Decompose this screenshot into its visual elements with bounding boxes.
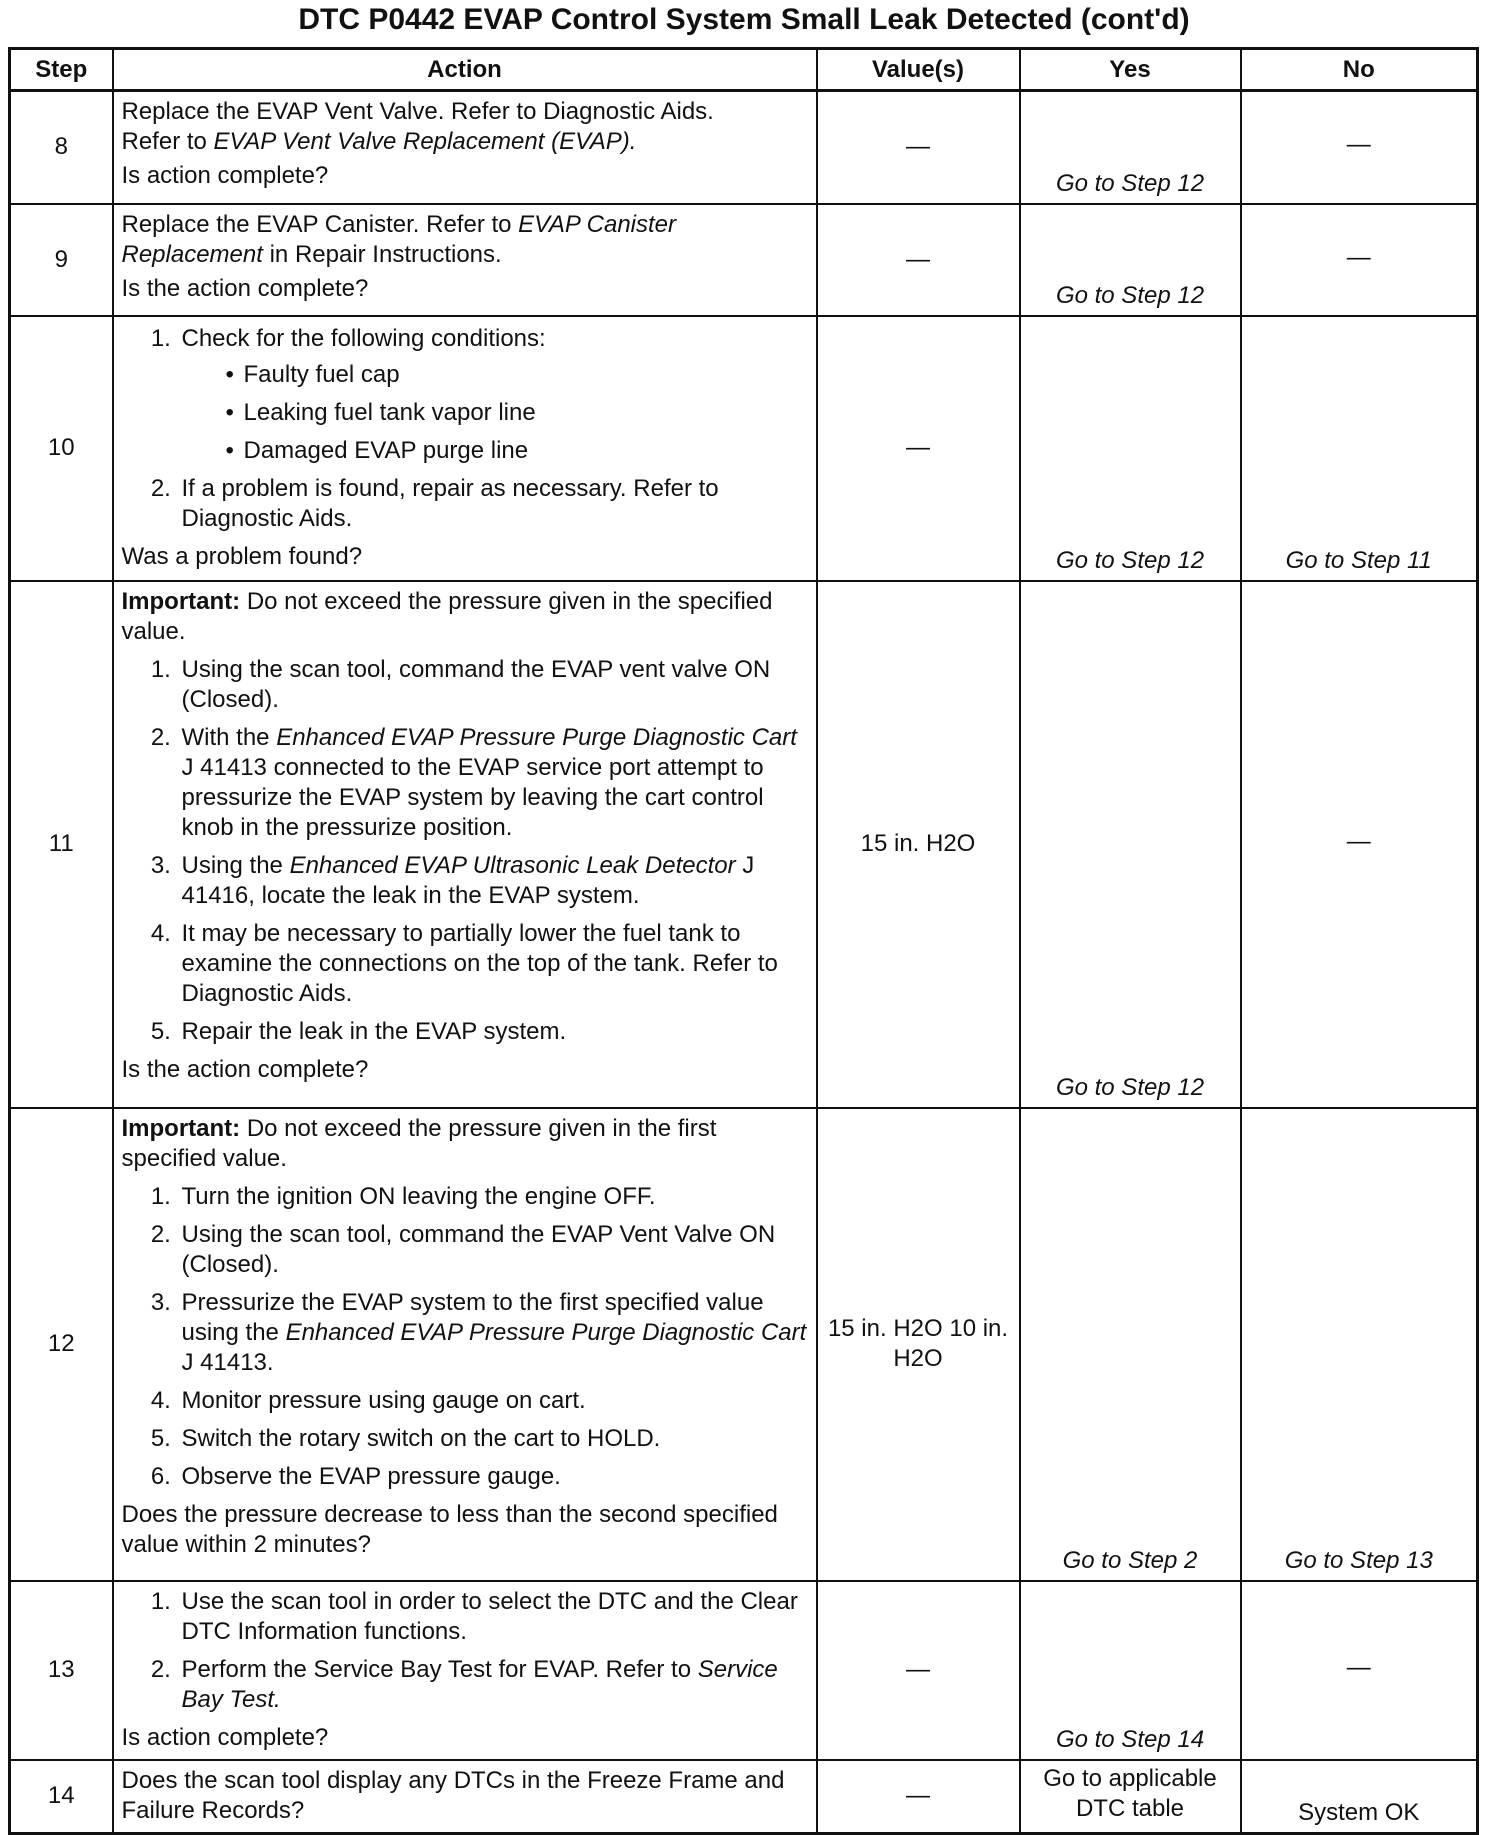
action-text: Replace the EVAP Vent Valve. Refer to Diagnostic Aids.	[121, 98, 714, 125]
reference-link-text: Service Bay Test.	[181, 1655, 778, 1713]
value-cell: —	[817, 204, 1020, 316]
diagnostic-table	[8, 47, 1479, 1835]
value-first: 15 in. H2O	[827, 1315, 943, 1342]
table-row-step-8	[10, 91, 1478, 204]
important-note: Important: Do not exceed the pressure given in the specified value.	[121, 587, 773, 645]
list-item: 4. Monitor pressure using gauge on cart.	[178, 1386, 808, 1416]
list-item: 5. Repair the leak in the EVAP system.	[178, 1017, 808, 1047]
action-question: Is the action complete?	[121, 274, 369, 302]
yes-cell: Go to Step 12	[1020, 581, 1241, 1108]
list-item: 2. Perform the Service Bay Test for EVAP. Refer to Service Bay Test.	[178, 1655, 808, 1715]
value-cell: —	[817, 91, 1020, 204]
important-note: Important: Do not exceed the pressure given in the first specified value.	[121, 1114, 717, 1172]
value-cell: —	[817, 1581, 1020, 1760]
bullet-item: • Damaged EVAP purge line	[225, 436, 529, 464]
value-second: 10 in. H2O	[893, 1315, 1009, 1372]
reference-link-text: Enhanced EVAP Pressure Purge Diagnostic Cart	[285, 1318, 807, 1346]
step-number: 14	[10, 1760, 113, 1834]
yes-cell: Go to applicable DTC table	[1020, 1760, 1241, 1834]
step-number: 9	[10, 204, 113, 316]
header-action: Action	[113, 49, 817, 91]
yes-cell: Go to Step 12	[1020, 204, 1241, 316]
no-cell: Go to Step 11	[1241, 316, 1478, 581]
list-item: 2. With the Enhanced EVAP Pressure Purge Diagnostic Cart J 41413 connected to the EVAP service port attempt to pressurize the EVAP system by leaving the cart control knob in the pressurize position.	[178, 723, 808, 843]
list-item: 4. It may be necessary to partially lower the fuel tank to examine the connections on the top of the tank. Refer to Diagnostic Aids.	[178, 919, 808, 1009]
action-question: Is the action complete?	[121, 1055, 369, 1083]
numbered-list	[122, 1587, 808, 1715]
value-cell: 15 in. H2O	[817, 581, 1020, 1108]
action-question: Was a problem found?	[121, 542, 363, 570]
action-question: Is action complete?	[121, 1723, 329, 1751]
step-number: 12	[10, 1108, 113, 1581]
action-cell	[113, 1108, 817, 1581]
header-no: No	[1241, 49, 1478, 91]
reference-link-text: Enhanced EVAP Pressure Purge Diagnostic Cart	[276, 723, 797, 751]
table-row-step-11	[10, 581, 1478, 1108]
table-row-step-10	[10, 316, 1478, 581]
no-cell: System OK	[1241, 1760, 1478, 1834]
no-cell: Go to Step 13	[1241, 1108, 1478, 1581]
no-cell: —	[1241, 581, 1478, 1108]
reference-link-text: EVAP Vent Valve Replacement (EVAP).	[213, 128, 637, 155]
step-number: 8	[10, 91, 113, 204]
numbered-list	[122, 1182, 808, 1492]
action-cell	[113, 581, 817, 1108]
header-step: Step	[10, 49, 113, 91]
action-question: Does the scan tool display any DTCs in the Freeze Frame and Failure Records?	[121, 1766, 785, 1824]
list-item: 1. Using the scan tool, command the EVAP vent valve ON (Closed).	[178, 655, 808, 715]
yes-cell: Go to Step 12	[1020, 316, 1241, 581]
table-row-step-9	[10, 204, 1478, 316]
numbered-list	[122, 324, 808, 534]
list-item: 1. Use the scan tool in order to select the DTC and the Clear DTC Information functions.	[178, 1587, 808, 1647]
list-item: 2. If a problem is found, repair as necessary. Refer to Diagnostic Aids.	[178, 474, 808, 534]
list-item: 6. Observe the EVAP pressure gauge.	[178, 1462, 808, 1492]
header-yes: Yes	[1020, 49, 1241, 91]
important-label: Important:	[121, 1114, 241, 1142]
step-number: 11	[10, 581, 113, 1108]
no-cell: —	[1241, 204, 1478, 316]
bullet-list	[182, 360, 808, 466]
action-cell	[113, 316, 817, 581]
list-item: 5. Switch the rotary switch on the cart to HOLD.	[178, 1424, 808, 1454]
action-cell	[113, 204, 817, 316]
yes-cell: Go to Step 14	[1020, 1581, 1241, 1760]
step-number: 13	[10, 1581, 113, 1760]
list-item: 1. Check for the following conditions: • Faulty fuel cap • Leaking fuel tank vapor line • Damaged EVAP purge line	[178, 324, 808, 466]
action-text: Replace the EVAP Canister. Refer to EVAP Canister Replacement in Repair Instructions.	[121, 210, 677, 268]
step-number: 10	[10, 316, 113, 581]
action-question: Is action complete?	[121, 162, 329, 189]
list-item: 3. Pressurize the EVAP system to the first specified value using the Enhanced EVAP Pressure Purge Diagnostic Cart J 41413.	[178, 1288, 808, 1378]
action-question: Does the pressure decrease to less than the second specified value within 2 minutes?	[121, 1500, 778, 1558]
no-cell: —	[1241, 1581, 1478, 1760]
value-cell: —	[817, 316, 1020, 581]
action-cell	[113, 91, 817, 204]
action-text: Refer to EVAP Vent Valve Replacement (EVAP).	[121, 128, 637, 155]
bullet-item: • Faulty fuel cap	[225, 360, 400, 388]
yes-cell: Go to Step 12	[1020, 91, 1241, 204]
value-cell	[817, 1108, 1020, 1581]
page-title: DTC P0442 EVAP Control System Small Leak Detected (cont'd)	[298, 3, 1190, 36]
no-cell: —	[1241, 91, 1478, 204]
table-row-step-12	[10, 1108, 1478, 1581]
table-row-step-14	[10, 1760, 1478, 1834]
numbered-list	[122, 655, 808, 1047]
value-cell: —	[817, 1760, 1020, 1834]
yes-cell: Go to Step 2	[1020, 1108, 1241, 1581]
header-values: Value(s)	[817, 49, 1020, 91]
table-row-step-13	[10, 1581, 1478, 1760]
reference-link-text: Enhanced EVAP Ultrasonic Leak Detector	[289, 851, 736, 879]
bullet-item: • Leaking fuel tank vapor line	[225, 398, 536, 426]
list-item: 2. Using the scan tool, command the EVAP Vent Valve ON (Closed).	[178, 1220, 808, 1280]
reference-link-text: EVAP Canister Replacement	[121, 210, 677, 268]
action-cell	[113, 1760, 817, 1834]
list-item: 3. Using the Enhanced EVAP Ultrasonic Leak Detector J 41416, locate the leak in the EVAP system.	[178, 851, 808, 911]
header-row	[10, 49, 1478, 91]
action-cell	[113, 1581, 817, 1760]
important-label: Important:	[121, 587, 241, 615]
list-item: 1. Turn the ignition ON leaving the engine OFF.	[178, 1182, 808, 1212]
